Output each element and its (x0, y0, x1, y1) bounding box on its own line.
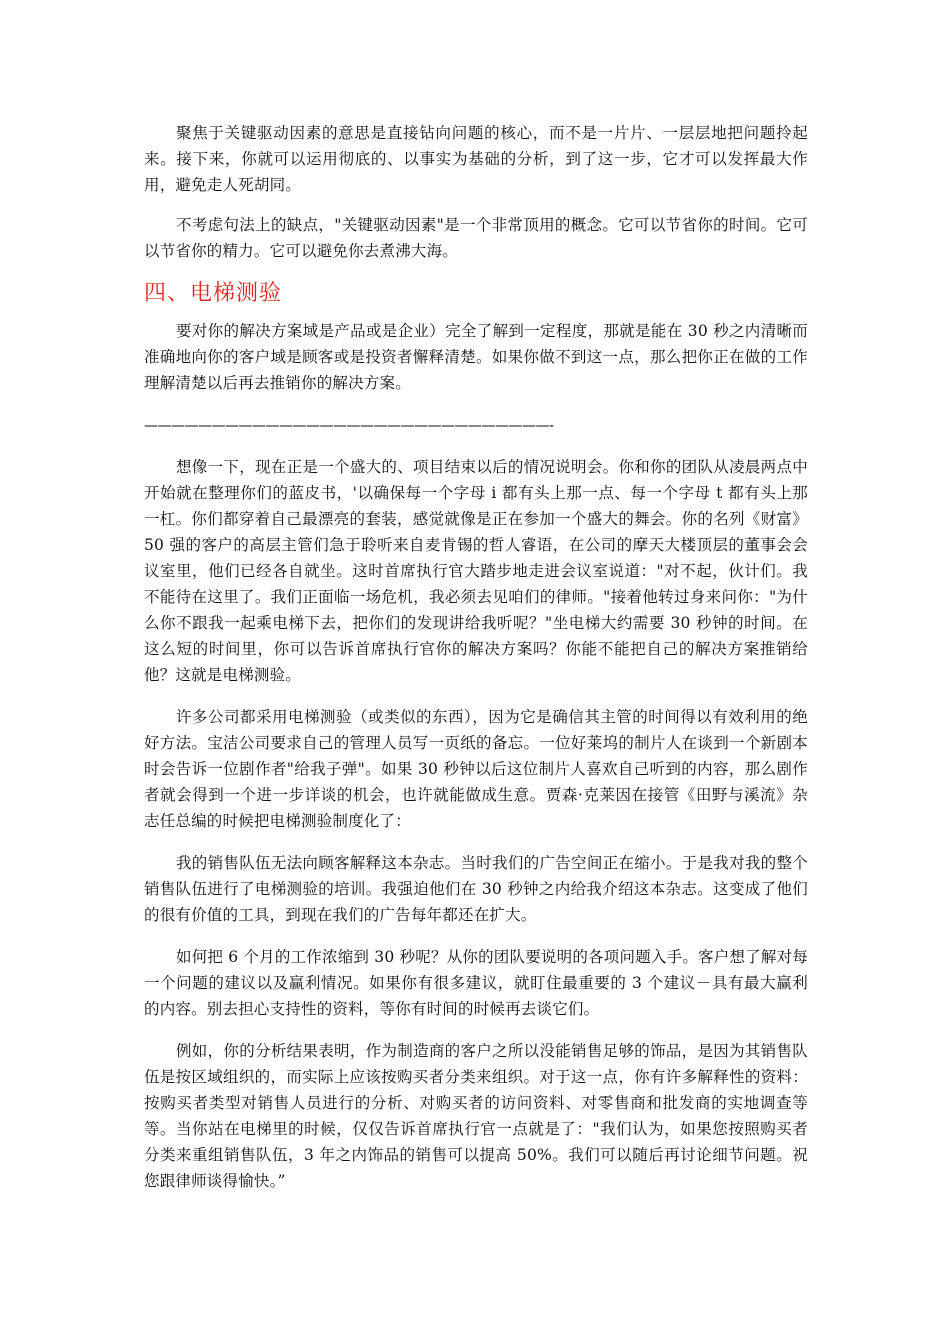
paragraph-key-drivers-summary: 不考虑句法上的缺点，"关键驱动因素"是一个非常顶用的概念。它可以节省你的时间。它可以节省你的精力。它可以避免你去煮沸大海。 (144, 216, 808, 260)
section-heading-elevator-test: 四、电梯测验 (144, 281, 283, 306)
paragraph-condense-work: 如何把 6 个月的工作浓缩到 30 秒呢？从你的团队要说明的各项问题入手。客户想了解对每一个问题的建议以及赢利情况。如果你有很多建议，就盯住最重要的 3 个建议－具有最大赢利的内容。别去担心支持性的资料，等你有时间的时候再去谈它们。 (144, 948, 808, 1018)
divider-line: ——————————————————————————————- (144, 418, 554, 434)
paragraph-companies-use-test: 许多公司都采用电梯测验（或类似的东西），因为它是确信其主管的时间得以有效利用的绝好方法。宝洁公司要求自己的管理人员写一页纸的备忘。一位好莱坞的制片人在谈到一个新剧本时会告诉一位剧作者"给我子弹"。如果 30 秒钟以后这位制片人喜欢自己听到的内容，那么剧作者就会得到一个进一步详谈的机会，也许就能做成生意。贾森·克莱因在接管《田野与溪流》杂志任总编的时候把电梯测验制度化了： (144, 708, 808, 830)
paragraph-imagine-briefing: 想像一下，现在正是一个盛大的、项目结束以后的情况说明会。你和你的团队从凌晨两点中开始就在整理你们的蓝皮书，'以确保每一个字母 i 都有头上那一点、每一个字母 t 都有头上那一杠。你们都穿着自己最漂亮的套装，感觉就像是正在参加一个盛大的舞会。你的名列《财富》50 强的客户的高层主管们急于聆听来自麦肯锡的哲人睿语，在公司的摩天大楼顶层的董事会会议室里，他们已经各自就坐。这时首席执行官大踏步地走进会议室说道："对不起，伙计们。我不能待在这里了。我们正面临一场危机，我必须去见咱们的律师。"接着他转过身来问你："为什么你不跟我一起乘电梯下去，把你们的发现讲给我听呢？"坐电梯大约需要 30 秒钟的时间。在这么短的时间里，你可以告诉首席执行官你的解决方案吗？你能不能把自己的解决方案推销给他？这就是电梯测验。 (144, 458, 808, 684)
document-page (144, 120, 808, 1194)
paragraph-elevator-intro: 要对你的解决方案域是产品或是企业）完全了解到一定程度，那就是能在 30 秒之内清晰而准确地向你的客户域是顾客或是投资者懈释清楚。如果你做不到这一点，那么把你正在做的工作理解清楚以后再去推销你的解决方案。 (144, 322, 808, 392)
paragraph-example: 例如，你的分析结果表明，作为制造商的客户之所以没能销售足够的饰品，是因为其销售队伍是按区域组织的，而实际上应该按购买者分类来组织。对于这一点，你有许多解释性的资料：按购买者类型对销售人员进行的分析、对购买者的访问资料、对零售商和批发商的实地调查等等。当你站在电梯里的时候，仅仅告诉首席执行官一点就是了："我们认为，如果您按照购买者分类来重组销售队伍，3 年之内饰品的销售可以提高 50%。我们可以随后再讨论细节问题。祝您跟律师谈得愉快。” (144, 1042, 808, 1190)
paragraph-key-drivers: 聚焦于关键驱动因素的意思是直接钻向问题的核心，而不是一片片、一层层地把问题拎起来。接下来，你就可以运用彻底的、以事实为基础的分析，到了这一步，它才可以发挥最大作用，避免走人死胡同。 (144, 124, 808, 194)
paragraph-sales-team-quote: 我的销售队伍无法向顾客解释这本杂志。当时我们的广告空间正在缩小。于是我对我的整个销售队伍进行了电梯测验的培训。我强迫他们在 30 秒钟之内给我介绍这本杂志。这变成了他们的很有价值的工具，到现在我们的广告每年都还在扩大。 (144, 854, 808, 924)
